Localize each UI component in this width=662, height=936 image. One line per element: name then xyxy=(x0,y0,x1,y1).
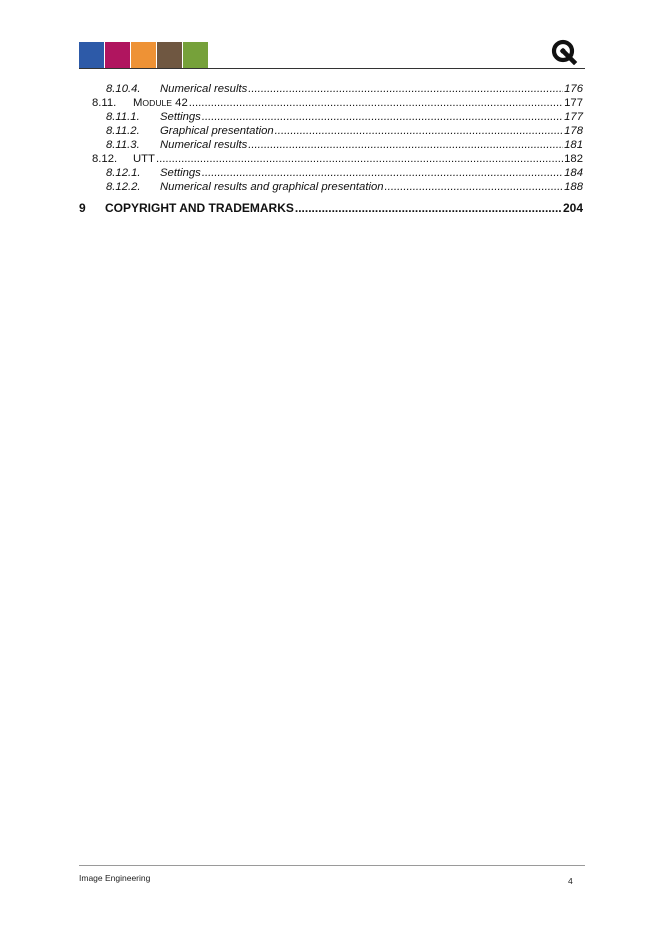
toc-entry[interactable] xyxy=(79,166,583,180)
toc-entry-number: 8.11.1. xyxy=(106,111,140,123)
toc-entry-page: 176 xyxy=(564,83,583,95)
toc-dot-leader xyxy=(248,82,563,96)
toc-entry-number: 8.12.2. xyxy=(106,181,141,193)
toc-entry-title-suffix: 42 xyxy=(172,97,188,109)
footer-divider xyxy=(79,865,585,866)
toc-entry-title-initial: M xyxy=(133,97,143,109)
toc-entry-title: Settings xyxy=(160,167,201,179)
toc-entry[interactable] xyxy=(79,152,583,166)
toc-entry-title: COPYRIGHT AND TRADEMARKS xyxy=(105,201,294,215)
toc-entry-title: UTT xyxy=(133,153,155,165)
toc-entry-page: 188 xyxy=(564,181,583,193)
toc-dot-leader xyxy=(248,138,563,152)
logo-swatch-orange xyxy=(131,42,156,68)
toc-entry-page: 204 xyxy=(562,201,583,215)
toc-entry[interactable] xyxy=(79,200,583,216)
toc-entry-title: Settings xyxy=(160,111,201,123)
footer-page-number: 4 xyxy=(568,876,573,886)
toc-entry-number: 8.11. xyxy=(92,97,117,109)
toc-entry-title: Numerical results xyxy=(160,139,248,151)
toc-entry-page: 182 xyxy=(564,153,583,165)
header-divider xyxy=(79,68,585,69)
toc-entry-page: 177 xyxy=(564,97,583,109)
toc-entry-page: 184 xyxy=(564,167,583,179)
toc-entry-title: Graphical presentation xyxy=(160,125,274,137)
logo-swatch-brown xyxy=(157,42,182,68)
toc-entry[interactable] xyxy=(79,96,583,110)
toc-entry-title: Numerical results xyxy=(160,83,248,95)
toc-entry-page: 177 xyxy=(564,111,583,123)
toc-dot-leader xyxy=(202,166,563,180)
toc-entry-number: 8.12.1. xyxy=(106,167,141,179)
image-engineering-q-logo-icon xyxy=(551,39,579,65)
logo-color-bar xyxy=(79,42,209,68)
logo-swatch-green xyxy=(183,42,208,68)
toc-entry-number: 9 xyxy=(79,201,86,215)
toc-dot-leader xyxy=(275,124,563,138)
toc-entry[interactable] xyxy=(79,180,583,194)
footer-company-name: Image Engineering xyxy=(79,873,151,883)
toc-entry-title: Numerical results and graphical presentation xyxy=(160,181,384,193)
toc-entry-number: 8.12. xyxy=(92,153,118,165)
toc-dot-leader xyxy=(295,200,562,216)
toc-entry[interactable] xyxy=(79,138,583,152)
toc-entry[interactable] xyxy=(79,82,583,96)
logo-swatch-blue xyxy=(79,42,104,68)
toc-dot-leader xyxy=(385,180,564,194)
toc-dot-leader xyxy=(156,152,563,166)
table-of-contents xyxy=(79,82,583,216)
toc-entry-number: 8.10.4. xyxy=(106,83,141,95)
toc-entry-number: 8.11.3. xyxy=(106,139,140,151)
toc-entry-title xyxy=(133,96,189,110)
toc-entry[interactable] xyxy=(79,110,583,124)
toc-entry-number: 8.11.2. xyxy=(106,125,140,137)
toc-entry-page: 178 xyxy=(564,125,583,137)
toc-entry-page: 181 xyxy=(564,139,583,151)
toc-entry[interactable] xyxy=(79,124,583,138)
logo-swatch-magenta xyxy=(105,42,130,68)
toc-dot-leader xyxy=(202,110,563,124)
toc-entry-title-smallcaps: ODULE xyxy=(142,98,173,108)
toc-dot-leader xyxy=(189,96,563,110)
